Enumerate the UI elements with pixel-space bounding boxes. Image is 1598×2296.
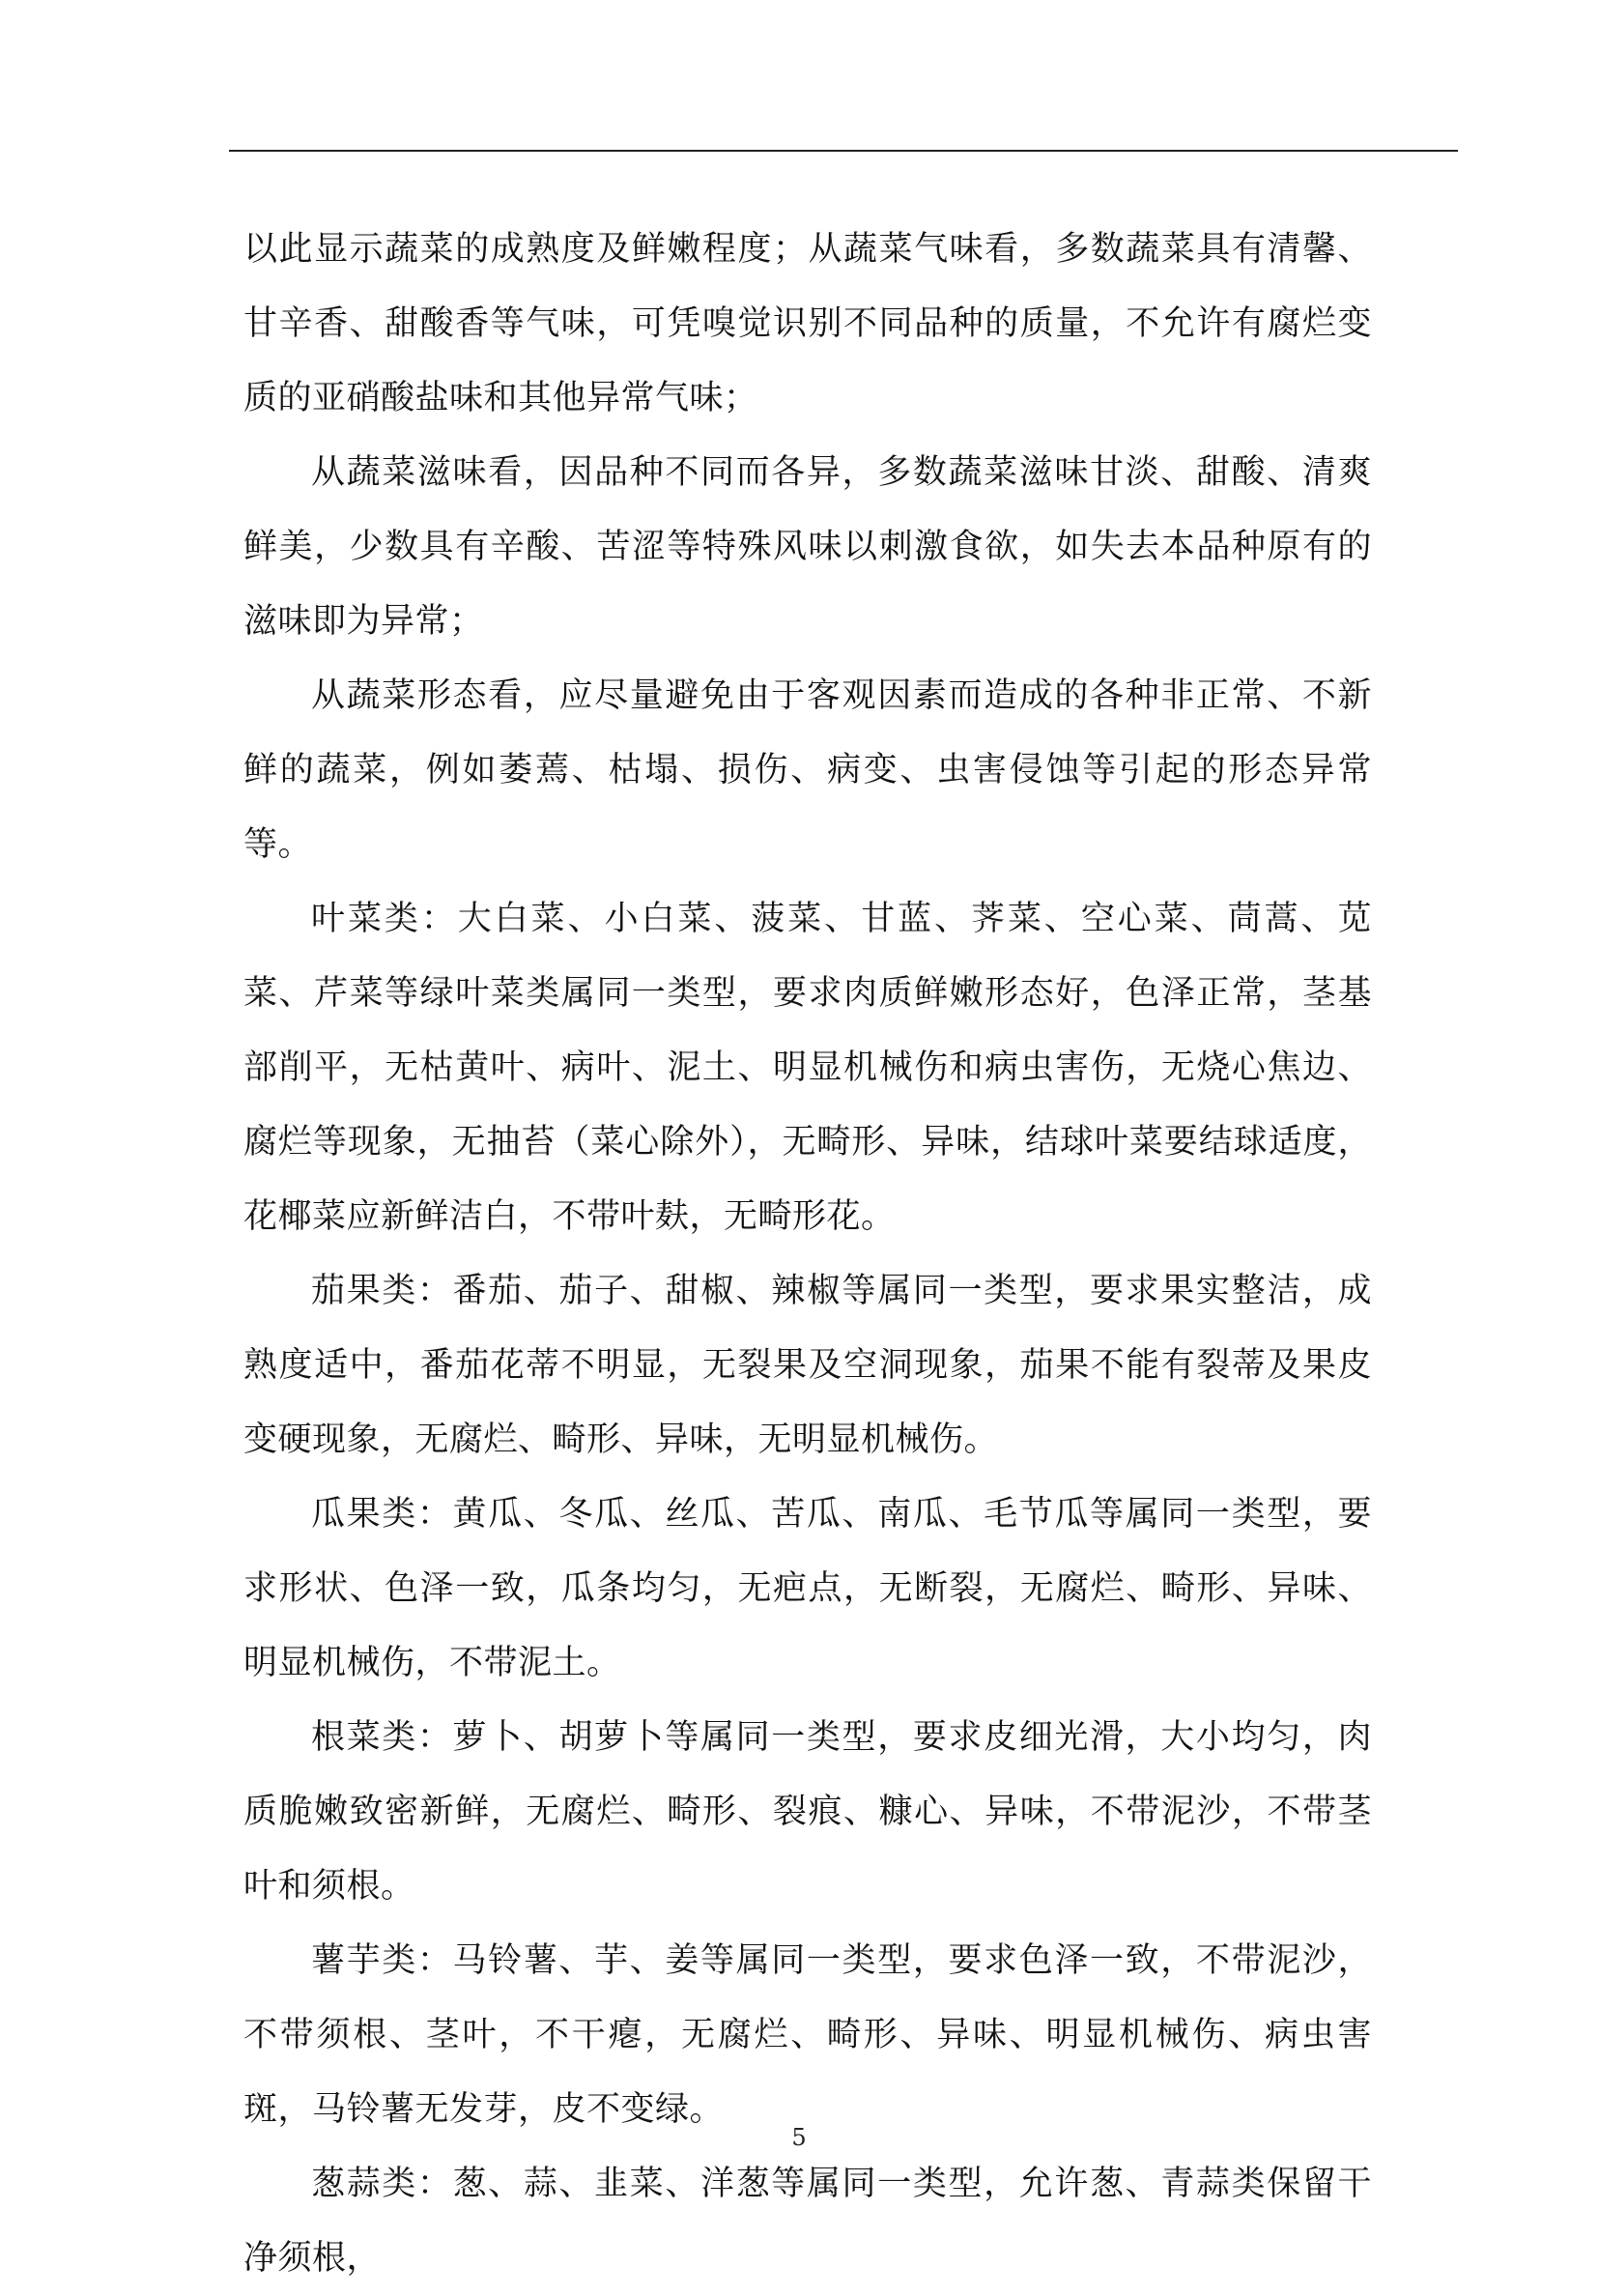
paragraph-7: 根菜类：萝卜、胡萝卜等属同一类型，要求皮细光滑，大小均匀，肉质脆嫩致密新鲜，无腐烂、畸形、裂痕、糠心、异味，不带泥沙，不带茎叶和须根。 <box>243 1718 1372 1906</box>
paragraph-6: 瓜果类：黄瓜、冬瓜、丝瓜、苦瓜、南瓜、毛节瓜等属同一类型，要求形状、色泽一致，瓜条均匀，无疤点，无断裂，无腐烂、畸形、异味、明显机械伤，不带泥土。 <box>243 1495 1372 1682</box>
paragraph-8: 薯芋类：马铃薯、芋、姜等属同一类型，要求色泽一致，不带泥沙，不带须根、茎叶，不干瘪，无腐烂、畸形、异味、明显机械伤、病虫害斑，马铃薯无发芽，皮不变绿。 <box>243 1941 1372 2129</box>
paragraph-2: 从蔬菜滋味看，因品种不同而各异，多数蔬菜滋味甘淡、甜酸、清爽鲜美，少数具有辛酸、苦涩等特殊风味以刺激食欲，如失去本品种原有的滋味即为异常； <box>243 453 1372 641</box>
header-rule <box>229 150 1458 152</box>
paragraph-4: 叶菜类：大白菜、小白菜、菠菜、甘蓝、荠菜、空心菜、茼蒿、苋菜、芹菜等绿叶菜类属同一类型，要求肉质鲜嫩形态好，色泽正常，茎基部削平，无枯黄叶、病叶、泥土、明显机械伤和病虫害伤，无烧心焦边、腐烂等现象，无抽苔（菜心除外），无畸形、异味，结球叶菜要结球适度，花椰菜应新鲜洁白，不带叶麸，无畸形花。 <box>243 900 1372 1236</box>
paragraph-5: 茄果类：番茄、茄子、甜椒、辣椒等属同一类型，要求果实整洁，成熟度适中，番茄花蒂不明显，无裂果及空洞现象，茄果不能有裂蒂及果皮变硬现象，无腐烂、畸形、异味，无明显机械伤。 <box>243 1272 1372 1459</box>
paragraph-9: 葱蒜类：葱、蒜、韭菜、洋葱等属同一类型，允许葱、青蒜类保留干净须根， <box>243 2165 1372 2278</box>
paragraph-3: 从蔬菜形态看，应尽量避免由于客观因素而造成的各种非正常、不新鲜的蔬菜，例如萎蔫、枯塌、损伤、病变、虫害侵蚀等引起的形态异常等。 <box>243 676 1372 864</box>
page-number: 5 <box>791 2124 807 2151</box>
document-body <box>243 213 1372 2296</box>
paragraph-1: 以此显示蔬菜的成熟度及鲜嫩程度；从蔬菜气味看，多数蔬菜具有清馨、甘辛香、甜酸香等气味，可凭嗅觉识别不同品种的质量，不允许有腐烂变质的亚硝酸盐味和其他异常气味； <box>243 230 1372 417</box>
